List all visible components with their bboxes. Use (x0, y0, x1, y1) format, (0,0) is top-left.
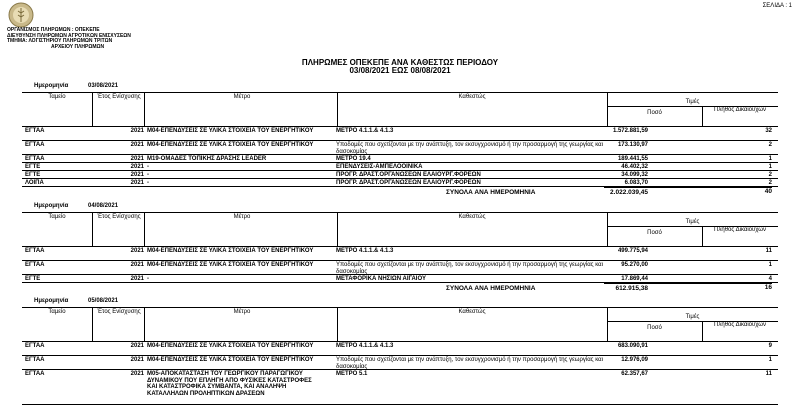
cell-kathestos: ΠΡΟΓΡ. ΔΡΑΣΤ.ΟΡΓΑΝΩΣΕΩΝ ΕΛΑΙΟΥΡΓ.ΦΟΡΕΩΝ (336, 172, 481, 178)
cell-plithos: 2 (768, 180, 772, 186)
cell-plithos: 4 (768, 276, 772, 282)
totals-label: ΣΥΝΟΛΑ ΑΝΑ ΗΜΕΡΟΜΗΝΙΑ (446, 189, 536, 196)
table-row (22, 275, 778, 283)
cell-etos: 2021 (130, 180, 144, 186)
cell-tameio: ΕΓΤΑΑ (25, 262, 45, 268)
cell-plithos: 11 (765, 371, 772, 377)
cell-kathestos: ΜΕΤΡΟ 4.1.1.& 4.1.3 (336, 343, 394, 349)
cell-tameio: ΕΓΤΕ (25, 172, 41, 178)
cell-plithos: 1 (768, 357, 772, 363)
cell-tameio: ΛΟΙΠΑ (25, 180, 44, 186)
col-etos: Έτος Ενίσχυσης (97, 94, 141, 100)
table-header (22, 308, 778, 342)
cell-poso: 95.270,00 (621, 262, 648, 268)
table-row (22, 179, 778, 187)
cell-tameio: ΕΓΤΑΑ (25, 248, 45, 254)
cell-kathestos: ΠΡΟΓΡ. ΔΡΑΣΤ.ΟΡΓΑΝΩΣΕΩΝ ΕΛΑΙΟΥΡΓ.ΦΟΡΕΩΝ (336, 180, 481, 186)
cell-kathestos: ΜΕΤΑΦΟΡΙΚΑ ΝΗΣΙΩΝ ΑΙΓΑΙΟΥ (336, 276, 426, 282)
date-line (22, 83, 778, 91)
date-value: 04/08/2021 (88, 203, 119, 209)
date-line (22, 298, 778, 306)
cell-metro: - (147, 164, 149, 170)
org-line: ΔΙΕΥΘΥΝΣΗ ΠΛΗΡΩΜΩΝ ΑΓΡΟΤΙΚΩΝ ΕΝΙΣΧΥΣΕΩΝ (7, 32, 131, 39)
col-metro: Μέτρο (233, 94, 251, 100)
cell-kathestos: ΜΕΤΡΟ 5.1 (336, 371, 368, 377)
date-value: 05/08/2021 (88, 298, 119, 304)
organization-info (7, 28, 131, 50)
table-header (22, 93, 778, 127)
payments-table (22, 212, 778, 294)
table-row (22, 155, 778, 163)
cell-poso: 12.976,09 (621, 357, 648, 363)
col-kathestos: Καθεστώς (458, 94, 486, 100)
cell-metro: Μ04-ΕΠΕΝΔΥΣΕΙΣ ΣΕ ΥΛΙΚΑ ΣΤΟΙΧΕΙΑ ΤΟΥ ΕΝΕΡΓΗΤΙΚΟΥ (147, 248, 314, 254)
cell-etos: 2021 (130, 276, 144, 282)
cell-kathestos: Υποδομές που σχετίζονται με την ανάπτυξη, τον εκσυγχρονισμό ή την προσαρμογή της γεωργίας και δασοκομίας (336, 142, 603, 155)
col-poso: Ποσό (647, 110, 662, 116)
report-period: 03/08/2021 ΕΩΣ 08/08/2021 (349, 66, 451, 75)
cell-poso: 1.572.881,59 (612, 128, 648, 134)
cell-plithos: 2 (768, 142, 772, 148)
date-label: Ημερομηνία (34, 298, 69, 304)
cell-etos: 2021 (130, 357, 144, 363)
cell-etos: 2021 (130, 156, 144, 162)
cell-kathestos: ΜΕΤΡΟ 4.1.1.& 4.1.3 (336, 128, 394, 134)
cell-tameio: ΕΓΤΑΑ (25, 357, 45, 363)
cell-metro: Μ04-ΕΠΕΝΔΥΣΕΙΣ ΣΕ ΥΛΙΚΑ ΣΤΟΙΧΕΙΑ ΤΟΥ ΕΝΕΡΓΗΤΙΚΟΥ (147, 128, 314, 134)
cell-kathestos: ΜΕΤΡΟ 4.1.1.& 4.1.3 (336, 248, 394, 254)
payments-table (22, 92, 778, 198)
cell-tameio: ΕΓΤΑΑ (25, 128, 45, 134)
date-value: 03/08/2021 (88, 83, 119, 89)
col-metro: Μέτρο (233, 309, 251, 315)
cell-tameio: ΕΓΤΑΑ (25, 371, 45, 377)
totals-plithos: 40 (764, 188, 772, 195)
report-title: ΠΛΗΡΩΜΕΣ ΟΠΕΚΕΠΕ ΑΝΑ ΚΑΘΕΣΤΩΣ ΠΕΡΙΟΔΟΥ (301, 58, 499, 67)
cell-poso: 189.441,55 (617, 156, 648, 162)
table-row (22, 261, 778, 275)
totals-label: ΣΥΝΟΛΑ ΑΝΑ ΗΜΕΡΟΜΗΝΙΑ (446, 285, 536, 292)
cell-poso: 173.130,97 (617, 142, 648, 148)
date-label: Ημερομηνία (34, 83, 69, 89)
cell-poso: 17.869,44 (621, 276, 648, 282)
cell-etos: 2021 (130, 142, 144, 148)
cell-tameio: ΕΓΤΑΑ (25, 343, 45, 349)
cell-tameio: ΕΓΤΕ (25, 276, 41, 282)
cell-poso: 499.775,94 (617, 248, 648, 254)
col-times: Τιμές (685, 219, 700, 225)
col-kathestos: Καθεστώς (458, 214, 486, 220)
cell-plithos: 1 (768, 262, 772, 268)
cell-kathestos: ΜΕΤΡΟ 19.4 (336, 156, 371, 162)
org-line: ΑΡΧΕΙΟΥ ΠΛΗΡΩΜΩΝ (51, 43, 105, 50)
cell-kathestos: Υποδομές που σχετίζονται με την ανάπτυξη, τον εκσυγχρονισμό ή την προσαρμογή της γεωργίας και δασοκομίας (336, 357, 603, 370)
cell-plithos: 9 (768, 343, 772, 349)
cell-tameio: ΕΓΤΑΑ (25, 156, 45, 162)
cell-etos: 2021 (130, 172, 144, 178)
cell-plithos: 1 (768, 156, 772, 162)
page-number: ΣΕΛΙΔΑ : 1 (762, 3, 792, 9)
cell-kathestos: ΕΠΕΝΔΥΣΕΙΣ-ΑΜΠΕΛΟΟΙΝΙΚΑ (336, 164, 423, 170)
cell-etos: 2021 (130, 128, 144, 134)
cell-tameio: ΕΓΤΕ (25, 164, 41, 170)
date-line (22, 203, 778, 211)
cell-metro: Μ04-ΕΠΕΝΔΥΣΕΙΣ ΣΕ ΥΛΙΚΑ ΣΤΟΙΧΕΙΑ ΤΟΥ ΕΝΕΡΓΗΤΙΚΟΥ (147, 262, 314, 268)
col-plithos: Πλήθος Δικαιούχων (714, 322, 766, 328)
table-row (22, 342, 778, 356)
col-plithos: Πλήθος Δικαιούχων (714, 107, 766, 113)
table-row (22, 356, 778, 370)
col-times: Τιμές (685, 314, 700, 320)
totals-poso: 612.915,38 (615, 285, 648, 292)
cell-plithos: 32 (765, 128, 772, 134)
col-etos: Έτος Ενίσχυσης (97, 309, 141, 315)
col-etos: Έτος Ενίσχυσης (97, 214, 141, 220)
cell-kathestos: Υποδομές που σχετίζονται με την ανάπτυξη, τον εκσυγχρονισμό ή την προσαρμογή της γεωργίας και δασοκομίας (336, 262, 603, 275)
cell-etos: 2021 (130, 248, 144, 254)
col-tameio: Ταμείο (48, 214, 66, 220)
cell-etos: 2021 (130, 371, 144, 377)
cell-plithos: 2 (768, 172, 772, 178)
cell-poso: 46.402,32 (621, 164, 648, 170)
totals-poso: 2.022.039,45 (610, 189, 648, 196)
col-times: Τιμές (685, 99, 700, 105)
cell-plithos: 11 (765, 248, 772, 254)
table-row (22, 127, 778, 141)
cell-metro: Μ04-ΕΠΕΝΔΥΣΕΙΣ ΣΕ ΥΛΙΚΑ ΣΤΟΙΧΕΙΑ ΤΟΥ ΕΝΕΡΓΗΤΙΚΟΥ (147, 343, 314, 349)
date-section (22, 298, 778, 397)
date-section (22, 83, 778, 196)
cell-etos: 2021 (130, 343, 144, 349)
org-line: ΟΡΓΑΝΙΣΜΟΣ ΠΛΗΡΩΜΩΝ : ΟΠΕΚΕΠΕ (7, 27, 100, 33)
date-label: Ημερομηνία (34, 203, 69, 209)
table-row (22, 141, 778, 155)
cell-poso: 683.090,91 (617, 343, 648, 349)
cell-metro: - (147, 180, 149, 186)
cell-poso: 6.083,70 (624, 180, 648, 186)
date-section (22, 203, 778, 292)
org-line: ΤΜΗΜΑ: ΛΟΓΙΣΤΗΡΙΟΥ ΠΛΗΡΩΜΩΝ ΤΡΙΤΩΝ (7, 38, 113, 45)
cell-metro: Μ04-ΕΠΕΝΔΥΣΕΙΣ ΣΕ ΥΛΙΚΑ ΣΤΟΙΧΕΙΑ ΤΟΥ ΕΝΕΡΓΗΤΙΚΟΥ (147, 142, 314, 148)
cell-metro: Μ04-ΕΠΕΝΔΥΣΕΙΣ ΣΕ ΥΛΙΚΑ ΣΤΟΙΧΕΙΑ ΤΟΥ ΕΝΕΡΓΗΤΙΚΟΥ (147, 357, 314, 363)
cell-metro: - (147, 276, 149, 282)
table-header (22, 213, 778, 247)
payments-table (22, 307, 778, 405)
cell-etos: 2021 (130, 262, 144, 268)
col-tameio: Ταμείο (48, 309, 66, 315)
col-kathestos: Καθεστώς (458, 309, 486, 315)
cell-metro: Μ19-ΟΜΑΔΕΣ ΤΟΠΙΚΗΣ ΔΡΑΣΗΣ LEADER (147, 156, 267, 162)
col-tameio: Ταμείο (48, 94, 66, 100)
cell-poso: 34.099,32 (621, 172, 648, 178)
col-poso: Ποσό (647, 230, 662, 236)
cell-metro: - (147, 172, 149, 178)
table-row (22, 171, 778, 179)
col-metro: Μέτρο (233, 214, 251, 220)
totals-plithos: 16 (764, 284, 772, 291)
cell-plithos: 1 (768, 164, 772, 170)
col-poso: Ποσό (647, 325, 662, 331)
opekepe-logo (8, 2, 34, 28)
cell-tameio: ΕΓΤΑΑ (25, 142, 45, 148)
table-row (22, 247, 778, 261)
table-row (22, 163, 778, 171)
cell-poso: 62.357,67 (621, 371, 648, 377)
cell-metro: Μ05-ΑΠΟΚΑΤΑΣΤΑΣΗ ΤΟΥ ΓΕΩΡΓΙΚΟΥ ΠΑΡΑΓΩΓΙΚΟΥ ΔΥΝΑΜΙΚΟΥ ΠΟΥ ΕΠΛΗΓΗ ΑΠΟ ΦΥΣΙΚΕΣ ΚΑΤΑΣΤΡΟΦΕΣ ΚΑΙ ΚΑΤΑΣΤΡΟΦΙΚΑ ΣΥΜΒΑΝΤΑ, ΚΑΙ ΑΝΑΛΗΨΗ ΚΑΤΑΛΛΗΛΩΝ ΠΡΟΛΗΠΤΙΚΩΝ ΔΡΑΣΕΩΝ (147, 371, 312, 397)
col-plithos: Πλήθος Δικαιούχων (714, 227, 766, 233)
date-totals-row (22, 187, 778, 198)
cell-etos: 2021 (130, 164, 144, 170)
date-totals-row (22, 283, 778, 294)
